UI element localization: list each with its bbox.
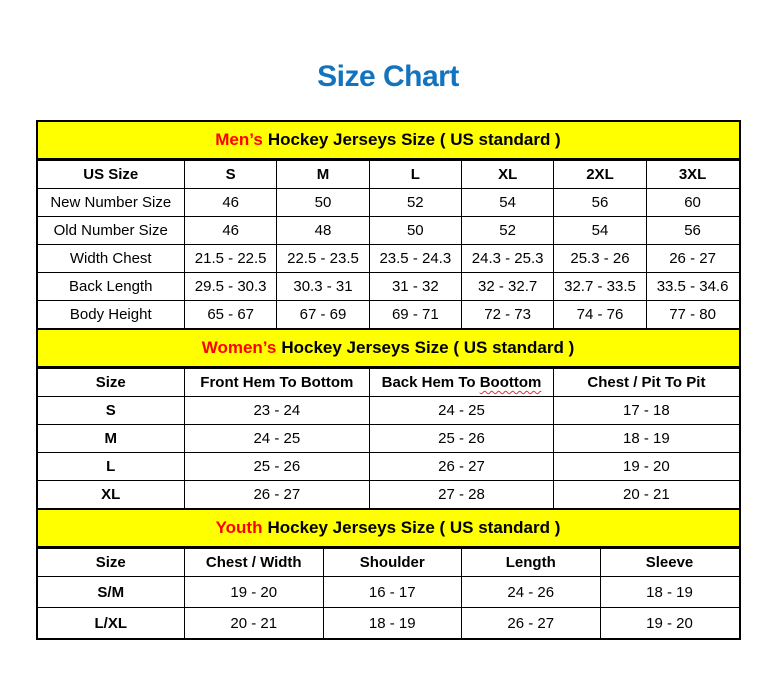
value-cell: 20 - 21 [185,608,324,639]
value-cell: 24 - 26 [462,577,601,608]
value-cell: 32.7 - 33.5 [554,273,646,301]
section-band-womens [38,328,739,368]
table-row [38,217,739,245]
value-cell: 72 - 73 [461,301,553,329]
band-highlight-word: Youth [215,518,263,537]
row-label-cell: Back Length [38,273,185,301]
header-row [38,369,739,397]
value-cell: 77 - 80 [646,301,738,329]
value-cell: 27 - 28 [369,481,554,509]
row-label-cell: S/M [38,577,185,608]
row-label-cell: New Number Size [38,189,185,217]
value-cell: 25.3 - 26 [554,245,646,273]
value-cell: 24 - 25 [185,425,370,453]
column-header-cell: L [369,161,461,189]
value-cell: 19 - 20 [185,577,324,608]
column-header-cell: XL [461,161,553,189]
column-header-cell: Size [38,369,185,397]
value-cell: 16 - 17 [323,577,462,608]
value-cell: 23 - 24 [185,397,370,425]
size-table-section-womens [38,328,739,508]
section-band-mens [38,122,739,160]
value-cell: 65 - 67 [185,301,277,329]
header-row [38,549,739,577]
column-header-cell: US Size [38,161,185,189]
size-chart-tables [36,120,741,640]
value-cell: 74 - 76 [554,301,646,329]
size-table-mens [38,160,739,328]
value-cell: 23.5 - 24.3 [369,245,461,273]
band-title-text: Hockey Jerseys Size ( US standard ) [281,338,575,357]
column-header-cell: Back Hem To Boottom [369,369,554,397]
value-cell: 24.3 - 25.3 [461,245,553,273]
value-cell: 50 [369,217,461,245]
row-label-cell: XL [38,481,185,509]
value-cell: 22.5 - 23.5 [277,245,369,273]
value-cell: 25 - 26 [369,425,554,453]
value-cell: 18 - 19 [554,425,739,453]
value-cell: 52 [369,189,461,217]
row-label-cell: L [38,453,185,481]
value-cell: 33.5 - 34.6 [646,273,738,301]
table-row [38,273,739,301]
section-band-youth [38,508,739,548]
table-row [38,425,739,453]
column-header-cell: Chest / Pit To Pit [554,369,739,397]
table-row [38,453,739,481]
column-header-cell: 2XL [554,161,646,189]
value-cell: 18 - 19 [323,608,462,639]
band-highlight-word: Men’s [215,130,263,149]
value-cell: 30.3 - 31 [277,273,369,301]
row-label-cell: Body Height [38,301,185,329]
value-cell: 19 - 20 [554,453,739,481]
size-table-section-youth [38,508,739,638]
value-cell: 19 - 20 [600,608,739,639]
value-cell: 17 - 18 [554,397,739,425]
band-highlight-word: Women’s [201,338,277,357]
row-label-cell: Width Chest [38,245,185,273]
column-header-cell: Chest / Width [185,549,324,577]
band-title-text: Hockey Jerseys Size ( US standard ) [267,518,561,537]
row-label-cell: Old Number Size [38,217,185,245]
value-cell: 26 - 27 [646,245,738,273]
header-row [38,161,739,189]
column-header-cell: S [185,161,277,189]
value-cell: 46 [185,217,277,245]
value-cell: 46 [185,189,277,217]
value-cell: 54 [554,217,646,245]
value-cell: 31 - 32 [369,273,461,301]
value-cell: 32 - 32.7 [461,273,553,301]
value-cell: 48 [277,217,369,245]
band-title-text: Hockey Jerseys Size ( US standard ) [267,130,561,149]
value-cell: 29.5 - 30.3 [185,273,277,301]
column-header-cell: Length [462,549,601,577]
value-cell: 26 - 27 [369,453,554,481]
table-row [38,608,739,639]
value-cell: 25 - 26 [185,453,370,481]
value-cell: 24 - 25 [369,397,554,425]
size-table-womens [38,368,739,508]
table-row [38,577,739,608]
table-row [38,301,739,329]
value-cell: 56 [554,189,646,217]
size-table-section-mens [38,122,739,328]
column-header-cell: 3XL [646,161,738,189]
value-cell: 67 - 69 [277,301,369,329]
column-header-cell: Shoulder [323,549,462,577]
value-cell: 50 [277,189,369,217]
value-cell: 20 - 21 [554,481,739,509]
value-cell: 26 - 27 [462,608,601,639]
value-cell: 54 [461,189,553,217]
value-cell: 69 - 71 [369,301,461,329]
table-row [38,189,739,217]
row-label-cell: M [38,425,185,453]
table-row [38,397,739,425]
column-header-cell: M [277,161,369,189]
value-cell: 60 [646,189,738,217]
column-header-cell: Front Hem To Bottom [185,369,370,397]
table-row [38,245,739,273]
value-cell: 52 [461,217,553,245]
column-header-cell: Size [38,549,185,577]
row-label-cell: S [38,397,185,425]
value-cell: 56 [646,217,738,245]
value-cell: 21.5 - 22.5 [185,245,277,273]
value-cell: 26 - 27 [185,481,370,509]
column-header-cell: Sleeve [600,549,739,577]
misspelled-word: Boottom [479,374,542,391]
value-cell: 18 - 19 [600,577,739,608]
size-table-youth [38,548,739,638]
table-row [38,481,739,509]
row-label-cell: L/XL [38,608,185,639]
page-title: Size Chart [317,60,459,93]
